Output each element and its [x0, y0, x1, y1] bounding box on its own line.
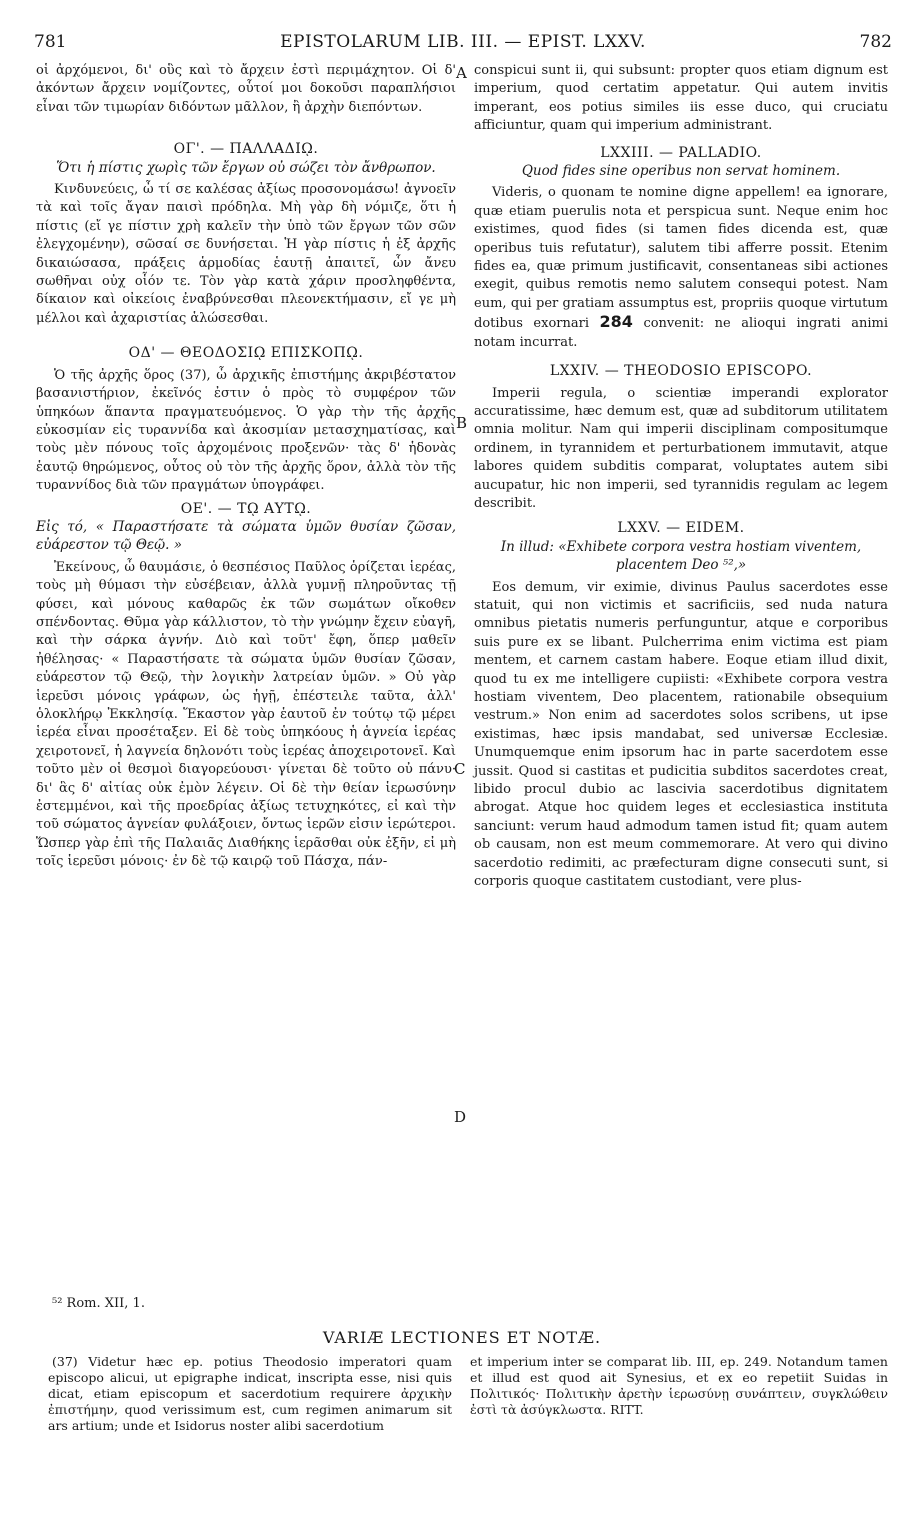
notes-left: (37) Videtur hæc ep. potius Theodosio imperatori quam episcopo alicui, ut epigraphe indicat, inscripta esse, nisi quis dicat, etiam episcopum et sacerdotium requirere ἀρχικὴν ἐπιστήμην, quod verissimum est, cum regimen animarum sit ars artium; unde et Isidorus noster alibi sacerdotium [48, 1354, 452, 1433]
greek-ep74-title: ΟΔ' — ΘΕΟΔΟΣΙῼ ΕΠΙΣΚΟΠῼ. [128, 345, 364, 362]
running-title: EPISTOLARUM LIB. III. — EPIST. LXXV. [280, 32, 646, 52]
notes-title: VARIÆ LECTIONES ET NOTÆ. [322, 1328, 602, 1347]
latin-intro: conspicui sunt ii, qui subsunt: propter quos etiam dignum est imperium, quod certatim appetatur. Qui autem invitis imperant, eos potius similes iis esse duco, qui cruciatu afficiuntur, quam qui imperium administrant. [474, 63, 888, 134]
latin-ep75-subtitle: In illud: «Exhibete corpora vestra hostiam viventem, placentem Deo ⁵²,» [500, 538, 862, 574]
page-number-right: 782 [859, 32, 892, 52]
greek-intro: οἱ ἀρχόμενοι, δι' οὓς καὶ τὸ ἄρχειν ἐστὶ περιμάχητον. Οἱ δ' ἀκόντων ἄρχειν νομίζοντες, οὗτοί μοι δοκοῦσι παραπλήσιοι εἶναι τῶν τιμωρίαν διδόντων μᾶλλον, ἢ ἀρχὴν διεπόντων. [36, 63, 456, 115]
margin-letter-d: D [454, 1108, 467, 1126]
latin-ep75-title: LXXV. — EIDEM. [617, 520, 745, 537]
page-number-left: 781 [34, 32, 67, 52]
latin-ep73-text-a: Videris, o quonam te nomine digne appellem! ea ignorare, quæ etiam puerulis nota et perspicua sunt. Neque enim hoc existimes, quod fides (si tamen fides dicenda est, quæ operibus tuis refutatur), salutem tibi afferre possit. Etenim fides ea, quæ primum justificavit, consentaneas sibi actiones exegit, quibus remotis nemo salutem consequi potest. Nam eum, qui per gratiam assumptus est, propriis quoque virtutum dotibus exornari [474, 185, 888, 332]
footnote: ⁵² Rom. XII, 1. [52, 1296, 145, 1311]
greek-ep75-title: ΟΕ'. — Τῼ ΑΥΤῼ. [180, 500, 312, 517]
greek-column [36, 62, 456, 875]
latin-ep73-title: LXXIII. — PALLADIO. [600, 144, 762, 161]
notes-right: et imperium inter se comparat lib. III, ep. 249. Notandum tamen et illud est quod ait Synesius, et ex eo repetiit Suidas in Πολιτικός· Πολιτικὴν ἀρετὴν ἱερωσύνῃ συνάπτειν, συγκλώθειν ἐστὶ τὰ ἀσύγκλωστα. RITT. [470, 1354, 888, 1417]
latin-ep73-text-b: convenit: ne alioqui ingrati animi notam incurrat. [474, 316, 888, 350]
greek-ep75-text: Ἐκείνους, ὦ θαυμάσιε, ὁ θεσπέσιος Παῦλος ὁρίζεται ἱερέας, τοὺς μὴ θύμασι τὴν εὐσέβειαν, ἀλλὰ γυμνῇ πληροῦντας τῇ φύσει, καὶ μόνους καθαρῶς ἐκ τῶν σωμάτων οἴκοθεν σπένδοντας. Θῦμα γὰρ κάλλιστον, τὸ τὴν γνώμην ἔχειν εὐαγῆ, καὶ τὴν σάρκα ἁγνήν. Διὸ καὶ τοῦτ' ἔφη, ὅπερ μαθεῖν ἠθέλησας· « Παραστήσατε τὰ σώματα ὑμῶν θυσίαν ζῶσαν, εὐάρεστον τῷ Θεῷ, τὴν λογικὴν λατρείαν ὑμῶν. » Οὐ γὰρ ἱερεῦσι μόνοις γράφων, ὡς ἡγῇ, ἐπέστειλε ταῦτα, ἀλλ' ὁλοκλήρῳ Ἐκκλησίᾳ. Ἕκαστον γὰρ ἑαυτοῦ ἐν τούτῳ τῷ μέρει ἱερέα εἶναι προσέταξεν. Εἰ δὲ τοὺς ὑπηκόους ἡ ἁγνεία ἱερέας χειροτονεῖ, ἡ λαγνεία δηλονότι τοὺς ἱερέας ἀποχειροτονεῖ. Καὶ τοῦτο μὲν οἱ θεσμοὶ διαγορεύουσι· γίνεται δὲ τοῦτο οὐ πάνυ· δι' ἃς δ' αἰτίας οὐκ ἐμὸν λέγειν. Οἱ δὲ τὴν θείαν ἱερωσύνην ἐστεμμένοι, καὶ τῆς προεδρίας ἀξίως τετυχηκότες, εἰ καὶ τὴν τοῦ σώματος ἁγνείαν φυλάξοιεν, ὄντως ἱερῶν εἰσιν ἱερώτεροι. Ὥσπερ γὰρ ἐπὶ τῆς Παλαιᾶς Διαθήκης ἱερᾶσθαι οὐκ ἐξῆν, εἰ μὴ τοῖς ἱερεῦσι μόνοις· ἐν δὲ τῷ καιρῷ τοῦ Πάσχα, πάν- [36, 559, 456, 870]
page-marker-284: 284 [599, 312, 633, 332]
margin-letter-a: A [456, 64, 467, 82]
margin-letter-c: C [454, 760, 466, 778]
greek-ep73-text: Κινδυνεύεις, ὦ τί σε καλέσας ἀξίως προσονομάσω! ἀγνοεῖν τὰ καὶ τοῖς ἄγαν παισὶ πρόδηλα. Μὴ γὰρ δὴ νόμιζε, ὅτι ἡ πίστις (εἴ γε πίστιν χρὴ καλεῖν τὴν ὑπὸ τῶν ἔργων τῶν σῶν ἐλεγχομένην), σῶσαί σε δυνήσεται. Ἡ γὰρ πίστις ἡ ἐξ ἀρχῆς δικαιώσασα, πράξεις ἁρμοδίας ἑαυτῇ ἀπαιτεῖ, ὧν ἄνευ σωθῆναι οὐχ οἷόν τε. Τὸν γὰρ κατὰ χάριν προσληφθέντα, δίκαιον καὶ οἰκείοις ἐναβρύνεσθαι πλεονεκτήμασιν, εἴ γε μὴ μέλλοι καὶ ἀχαριστίας ἁλώσεσθαι. [36, 182, 456, 326]
greek-ep75-subtitle: Εἰς τό, « Παραστήσατε τὰ σώματα ὑμῶν θυσίαν ζῶσαν, εὐάρεστον τῷ Θεῷ. » [36, 518, 456, 554]
latin-ep73-subtitle: Quod fides sine operibus non servat hominem. [521, 163, 841, 180]
greek-ep74-text: Ὁ τῆς ἀρχῆς ὅρος (37), ὦ ἀρχικῆς ἐπιστήμης ἀκριβέστατον βασανιστήριον, ἐκεῖνός ἐστιν ὁ πρὸς τὸ συμφέρον τῶν ὑπηκόων ἅπαντα πραγματευόμενος. Ὁ γὰρ τὴν τῆς ἀρχῆς εὐκοσμίαν εἰς τυραννίδα καὶ ἀκοσμίαν μετασχηματίσας, καὶ τοὺς μὲν πόνους τοῖς ἀρχομένοις προξενῶν· τὰς δ' ἡδονὰς ἑαυτῷ θηρώμενος, οὗτος οὐ τὸν τῆς ἀρχῆς ὅρον, ἀλλὰ τὸν τῆς τυραννίδος διὰ τῶν πραγμάτων ὑπογράφει. [36, 367, 456, 494]
latin-ep74-title: LXXIV. — THEODOSIO EPISCOPO. [549, 363, 813, 380]
latin-ep74-text: Imperii regula, o scientiæ imperandi explorator accuratissime, hæc demum est, quæ ad subditorum utilitatem omnia molitur. Nam qui imperii disciplinam compositumque ordinem, in tyrannidem et perturbationem immutavit, atque labores quidem subditis comparat, voluptates autem sibi aucupatur, hic non imperii, sed tyrannidis regulam ac legem describit. [474, 385, 888, 511]
running-header [34, 32, 892, 58]
latin-column [474, 62, 888, 894]
margin-letter-b: B [456, 414, 468, 432]
greek-ep73-title: ΟΓ'. — ΠΑΛΛΑΔΙῼ. [173, 141, 319, 158]
latin-ep75-text: Eos demum, vir eximie, divinus Paulus sacerdotes esse statuit, qui non victimis et sacrificiis, sed nuda natura omnibus pietatis numeris perfunguntur, atque e corporibus suis pure ex se libant. Pulcherrima enim victima est piam mentem, et carnem castam habere. Eoque etiam illud dixit, quod tu ex me intelligere cupiisti: «Exhibete corpora vestra hostiam viventem, Deo placentem, rationabile obsequium vestrum.» Non enim ad sacerdotes solos scribens, ut ipse existimas, hæc ipsis mandabat, sed universæ Ecclesiæ. Unumquemque enim ipsorum hac in parte sacerdotem esse jussit. Quod si castitas et pudicitia subditos sacerdotes creat, libido procul dubio ac lascivia sacerdotibus dignitatem abrogat. Atque hoc quidem leges et ecclesiastica instituta sanciunt: verum haud admodum tamen istud fit; quam autem ob causam, non est meum commemorare. At vero qui divino sacerdotio redimiti, ac præfecturam digne consecuti sunt, si corporis quoque castitatem custodiant, vere plus- [474, 579, 888, 890]
greek-ep73-subtitle: Ὅτι ἡ πίστις χωρὶς τῶν ἔργων οὐ σώζει τὸν ἄνθρωπον. [56, 159, 436, 176]
latin-ep73-text [474, 184, 888, 352]
